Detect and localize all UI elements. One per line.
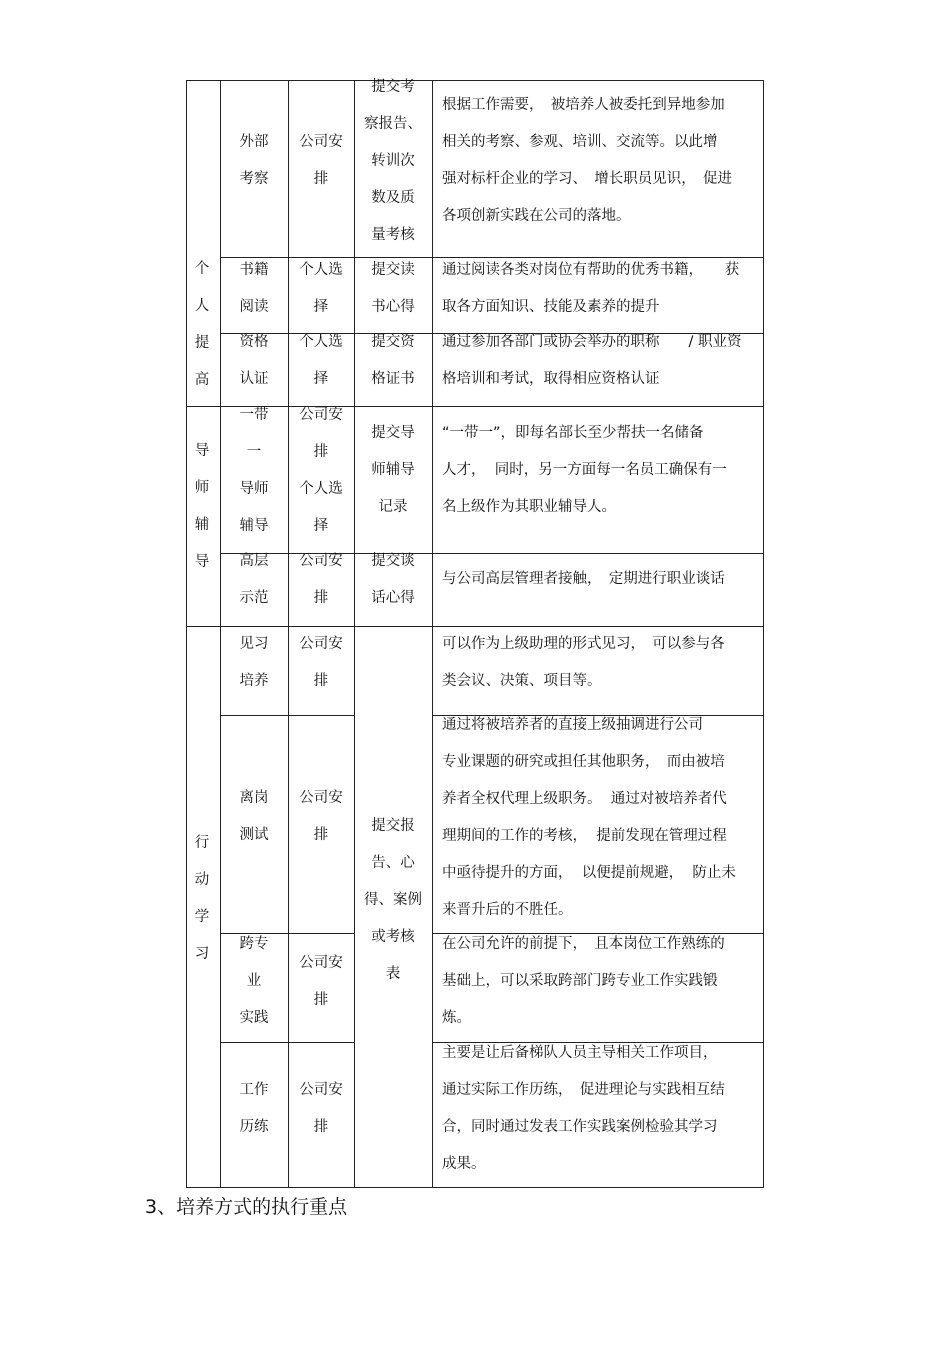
desc-yidaiyi-line: 名上级作为其职业辅导人。 (442, 499, 616, 515)
desc-gongzuo-line: 主要是让后备梯队人员主导相关工作项目， (442, 1045, 718, 1061)
method-shuji (220, 252, 288, 326)
assess-shuji-line: 提交读 (371, 262, 415, 278)
category-char: 行 (194, 835, 210, 851)
method-ligang-line: 测试 (239, 827, 269, 843)
assess-waibu-line: 数及质 (371, 190, 415, 206)
table-hline (220, 715, 355, 716)
arrange-shuji (288, 252, 354, 326)
arrange-yidaiyi (288, 397, 354, 545)
assess-yidaiyi-line: 记录 (378, 499, 408, 515)
method-yidaiyi-line: 辅导 (239, 518, 269, 534)
assess-shuji (354, 252, 432, 326)
category-action (186, 825, 218, 973)
arrange-waibu (288, 124, 354, 198)
arrange-yidaiyi-line: 择 (313, 518, 329, 534)
desc-zige-line: 格培训和考试，取得相应资格认证 (442, 371, 660, 387)
method-waibu-line: 考察 (239, 171, 269, 187)
method-yidaiyi-line: 一 (246, 444, 262, 460)
category-char: 人 (194, 298, 210, 314)
desc-shuji-line: 通过阅读各类对岗位有帮助的优秀书籍， 获 (442, 262, 740, 278)
assess-shuji-line: 书心得 (371, 299, 415, 315)
method-kuazhuanye-line: 跨专 (239, 936, 269, 952)
method-jianxi-line: 见习 (239, 636, 269, 652)
desc-jianxi-line: 可以作为上级助理的形式见习， 可以参与各 (442, 636, 725, 652)
category-char: 高 (194, 372, 210, 388)
category-char: 导 (194, 554, 210, 570)
desc-jianxi-line: 类会议、决策、项目等。 (442, 673, 602, 689)
arrange-zige-line: 择 (313, 371, 329, 387)
method-yidaiyi-line: 一带 (239, 407, 269, 423)
arrange-shuji-line: 择 (313, 299, 329, 315)
arrange-kuazhuanye-line: 公司安 (299, 955, 343, 971)
arrange-gongzuo-line: 公司安 (299, 1082, 343, 1098)
assess-waibu (354, 69, 432, 254)
assess-action-line: 表 (385, 966, 401, 982)
desc-waibu-line: 相关的考察、参观、培训、交流等。以此增 (442, 134, 718, 150)
arrange-yidaiyi-line: 公司安 (299, 407, 343, 423)
assess-yidaiyi-line: 师辅导 (371, 462, 415, 478)
assess-action-line: 提交报 (371, 818, 415, 834)
category-mentor (186, 433, 218, 581)
arrange-ligang-line: 排 (313, 827, 329, 843)
desc-gongzuo-line: 通过实际工作历练， 促进理论与实践相互结 (442, 1082, 725, 1098)
desc-waibu-line: 根据工作需要， 被培养人被委托到异地参加 (442, 97, 725, 113)
arrange-ligang-line: 公司安 (299, 790, 343, 806)
method-gongzuo-line: 历练 (239, 1119, 269, 1135)
method-gongzuo-line: 工作 (239, 1082, 269, 1098)
method-jianxi-line: 培养 (239, 673, 269, 689)
table-vline (763, 80, 764, 1188)
method-ligang-line: 离岗 (239, 790, 269, 806)
arrange-gongzuo (288, 1072, 354, 1146)
desc-ligang-line: 中亟待提升的方面， 以便提前规避， 防止未 (442, 865, 736, 881)
table-hline (186, 1187, 764, 1188)
assess-gaoceng-line: 提交谈 (371, 553, 415, 569)
assess-yidaiyi (354, 415, 432, 526)
desc-kuazhuanye-line: 基础上，可以采取跨部门跨专业工作实践锻 (442, 973, 718, 989)
desc-gongzuo (442, 1035, 759, 1183)
desc-ligang-line: 专业课题的研究或担任其他职务， 而由被培 (442, 754, 725, 770)
method-jianxi (220, 626, 288, 700)
arrange-kuazhuanye-line: 排 (313, 992, 329, 1008)
assess-action-line: 或考核 (371, 929, 415, 945)
arrange-zige-line: 个人选 (299, 334, 343, 350)
arrange-gaoceng-line: 公司安 (299, 553, 343, 569)
category-char: 学 (194, 909, 210, 925)
desc-yidaiyi-line: “一带一”，即每名部长至少帮扶一名储备 (442, 425, 704, 441)
desc-waibu-line: 强对标杆企业的学习、 增长职员见识， 促进 (442, 171, 732, 187)
category-char: 辅 (194, 517, 210, 533)
method-gaoceng (220, 543, 288, 617)
desc-ligang (442, 707, 759, 929)
desc-ligang-line: 理期间的工作的考核， 提前发现在管理过程 (442, 828, 727, 844)
desc-waibu (442, 87, 759, 235)
assess-gaoceng (354, 543, 432, 617)
method-zige-line: 资格 (239, 334, 269, 350)
desc-kuazhuanye (442, 926, 759, 1037)
arrange-waibu-line: 排 (313, 171, 329, 187)
desc-ligang-line: 通过将被培养者的直接上级抽调进行公司 (442, 717, 703, 733)
assess-waibu-line: 转训次 (371, 153, 415, 169)
table-vline (186, 80, 187, 1188)
desc-kuazhuanye-line: 在公司允许的前提下， 且本岗位工作熟练的 (442, 936, 725, 952)
arrange-ligang (288, 780, 354, 854)
category-char: 个 (194, 261, 210, 277)
arrange-gaoceng-line: 排 (313, 590, 329, 606)
method-kuazhuanye (220, 926, 288, 1037)
method-gaoceng-line: 高层 (239, 553, 269, 569)
desc-jianxi (442, 626, 759, 700)
category-char: 动 (194, 872, 210, 888)
method-gongzuo (220, 1072, 288, 1146)
section-heading: 3、培养方式的执行重点 (145, 1196, 348, 1218)
arrange-waibu-line: 公司安 (299, 134, 343, 150)
desc-yidaiyi (442, 415, 759, 526)
method-gaoceng-line: 示范 (239, 590, 269, 606)
arrange-zige (288, 324, 354, 398)
assess-waibu-line: 量考核 (371, 227, 415, 243)
method-shuji-line: 阅读 (239, 299, 269, 315)
arrange-shuji-line: 个人选 (299, 262, 343, 278)
method-waibu (220, 124, 288, 198)
desc-yidaiyi-line: 人才， 同时，另一方面每一名员工确保有一 (442, 462, 727, 478)
method-zige-line: 认证 (239, 371, 269, 387)
method-zige (220, 324, 288, 398)
assess-action-line: 告、心 (371, 855, 415, 871)
assess-waibu-line: 提交考 (371, 79, 415, 95)
table-vline (432, 80, 433, 1188)
desc-shuji (442, 252, 759, 326)
assess-action-line: 得、案例 (364, 892, 422, 908)
arrange-yidaiyi-line: 个人选 (299, 481, 343, 497)
table-hline (186, 80, 764, 81)
desc-zige-line: 通过参加各部门或协会举办的职称 / 职业资 (442, 334, 742, 350)
assess-zige-line: 格证书 (371, 371, 415, 387)
assess-waibu-line: 察报告、 (364, 116, 422, 132)
assess-action (354, 808, 432, 993)
table-hline (220, 1042, 355, 1043)
arrange-jianxi (288, 626, 354, 700)
arrange-gaoceng (288, 543, 354, 617)
assess-zige-line: 提交资 (371, 334, 415, 350)
arrange-yidaiyi-line: 排 (313, 444, 329, 460)
desc-kuazhuanye-line: 炼。 (442, 1010, 471, 1026)
desc-shuji-line: 取各方面知识、技能及素养的提升 (442, 299, 660, 315)
method-shuji-line: 书籍 (239, 262, 269, 278)
desc-gaoceng (442, 561, 759, 598)
category-char: 导 (194, 443, 210, 459)
desc-gongzuo-line: 合，同时通过发表工作实践案例检验其学习 (442, 1119, 718, 1135)
desc-gaoceng-line: 与公司高层管理者接触， 定期进行职业谈话 (442, 571, 725, 587)
method-waibu-line: 外部 (239, 134, 269, 150)
arrange-jianxi-line: 公司安 (299, 636, 343, 652)
desc-gongzuo-line: 成果。 (442, 1156, 486, 1172)
desc-zige (442, 324, 759, 398)
category-char: 提 (194, 335, 210, 351)
method-kuazhuanye-line: 实践 (239, 1010, 269, 1026)
method-kuazhuanye-line: 业 (246, 973, 262, 989)
category-char: 师 (194, 480, 210, 496)
category-char: 习 (194, 946, 210, 962)
assess-zige (354, 324, 432, 398)
arrange-jianxi-line: 排 (313, 673, 329, 689)
assess-yidaiyi-line: 提交导 (371, 425, 415, 441)
desc-ligang-line: 养者全权代理上级职务。 通过对被培养者代 (442, 791, 727, 807)
arrange-kuazhuanye (288, 945, 354, 1019)
arrange-gongzuo-line: 排 (313, 1119, 329, 1135)
method-yidaiyi (220, 397, 288, 545)
assess-gaoceng-line: 话心得 (371, 590, 415, 606)
method-ligang (220, 780, 288, 854)
desc-waibu-line: 各项创新实践在公司的落地。 (442, 208, 631, 224)
desc-ligang-line: 来晋升后的不胜任。 (442, 902, 573, 918)
method-yidaiyi-line: 导师 (239, 481, 269, 497)
category-personal (186, 251, 218, 399)
